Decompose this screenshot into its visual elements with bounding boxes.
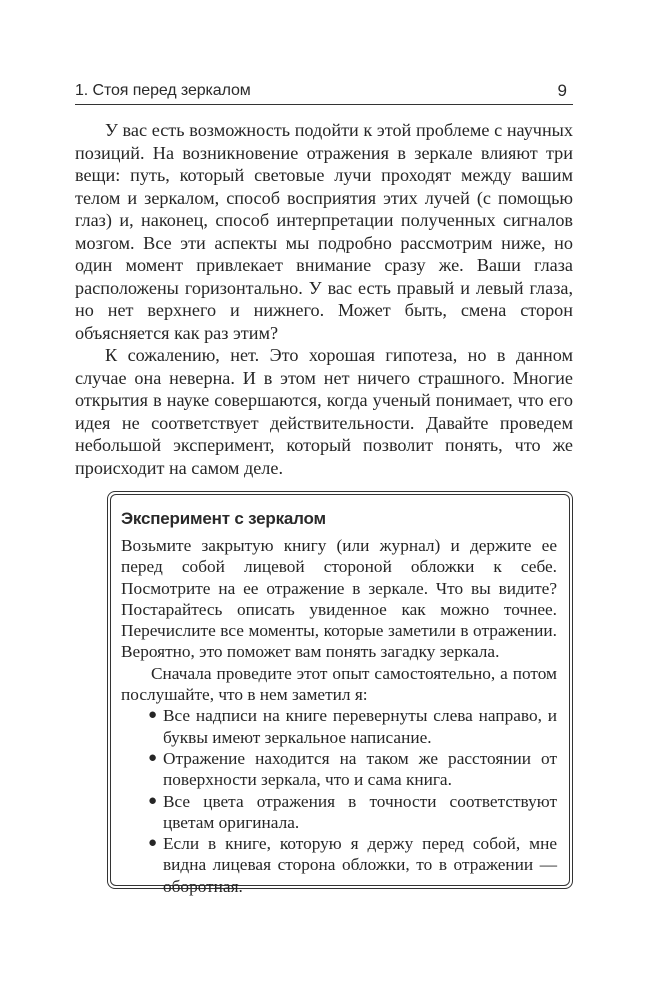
chapter-title: 1. Стоя перед зеркалом: [75, 82, 251, 99]
paragraph: У вас есть возможность подойти к этой проблеме с научных позиций. На возникновение отражения в зеркале влияют три вещи: путь, который световые лучи проходят между вашим телом и зеркалом, способ восприятия этих лучей (с помощью глаз) и, наконец, способ интерпретации полученных сигналов мозгом. Все эти аспекты мы подробно рассмотрим ниже, но один момент привлекает внимание сразу же. Ваши глаза расположены горизонтально. У вас есть правый и левый глаза, но нет верхнего и нижнего. Может быть, смена сторон объясняется как раз этим?: [75, 120, 573, 343]
observation-list: [121, 705, 557, 897]
list-item: [148, 833, 557, 897]
running-head: [75, 78, 573, 105]
list-item-text: Все цвета отражения в точности соответствуют цветам оригинала.: [163, 791, 557, 832]
list-item-text: Если в книге, которую я держу перед собой, мне видна лицевая сторона обложки, то в отражении — оборотная.: [163, 834, 557, 896]
list-item-text: Все надписи на книге перевернуты слева направо, и буквы имеют зеркальное написание.: [163, 706, 557, 747]
paragraph: К сожалению, нет. Это хорошая гипотеза, но в данном случае она неверна. И в этом нет ничего страшного. Многие открытия в науке совершаются, когда ученый понимает, что его идея не соответствует действительности. Давайте проведем небольшой эксперимент, который позволит понять, что же происходит на самом деле.: [75, 345, 573, 478]
sidebar-inner-frame: [110, 494, 570, 896]
list-item: [148, 705, 557, 748]
bullet-icon: ●: [148, 707, 158, 724]
bullet-icon: ●: [148, 792, 158, 809]
body-text: [75, 119, 573, 479]
list-item: [148, 791, 557, 834]
page-number: 9: [557, 81, 567, 100]
bullet-icon: ●: [148, 835, 158, 852]
list-item-text: Отражение находится на таком же расстоянии от поверхности зеркала, что и сама книга.: [163, 748, 557, 790]
sidebar-title: Эксперимент с зеркалом: [121, 509, 326, 528]
sidebar-text: [121, 535, 557, 897]
sidebar-paragraph: Возьмите закрытую книгу (или журнал) и держите ее перед собой лицевой стороной обложки к себе. Посмотрите на ее отражение в зеркале. Что вы видите? Постарайтесь описать увиденное как можно точнее. Перечислите все моменты, которые заметили в отражении. Вероятно, это поможет вам понять загадку зеркала.: [121, 536, 557, 662]
bullet-icon: ●: [148, 749, 158, 766]
experiment-sidebar-box: [107, 491, 573, 896]
list-item: [148, 748, 557, 791]
book-page: [75, 78, 573, 479]
sidebar-paragraph: Сначала проведите этот опыт самостоятельно, а потом послушайте, что в нем заметил я:: [121, 663, 557, 705]
